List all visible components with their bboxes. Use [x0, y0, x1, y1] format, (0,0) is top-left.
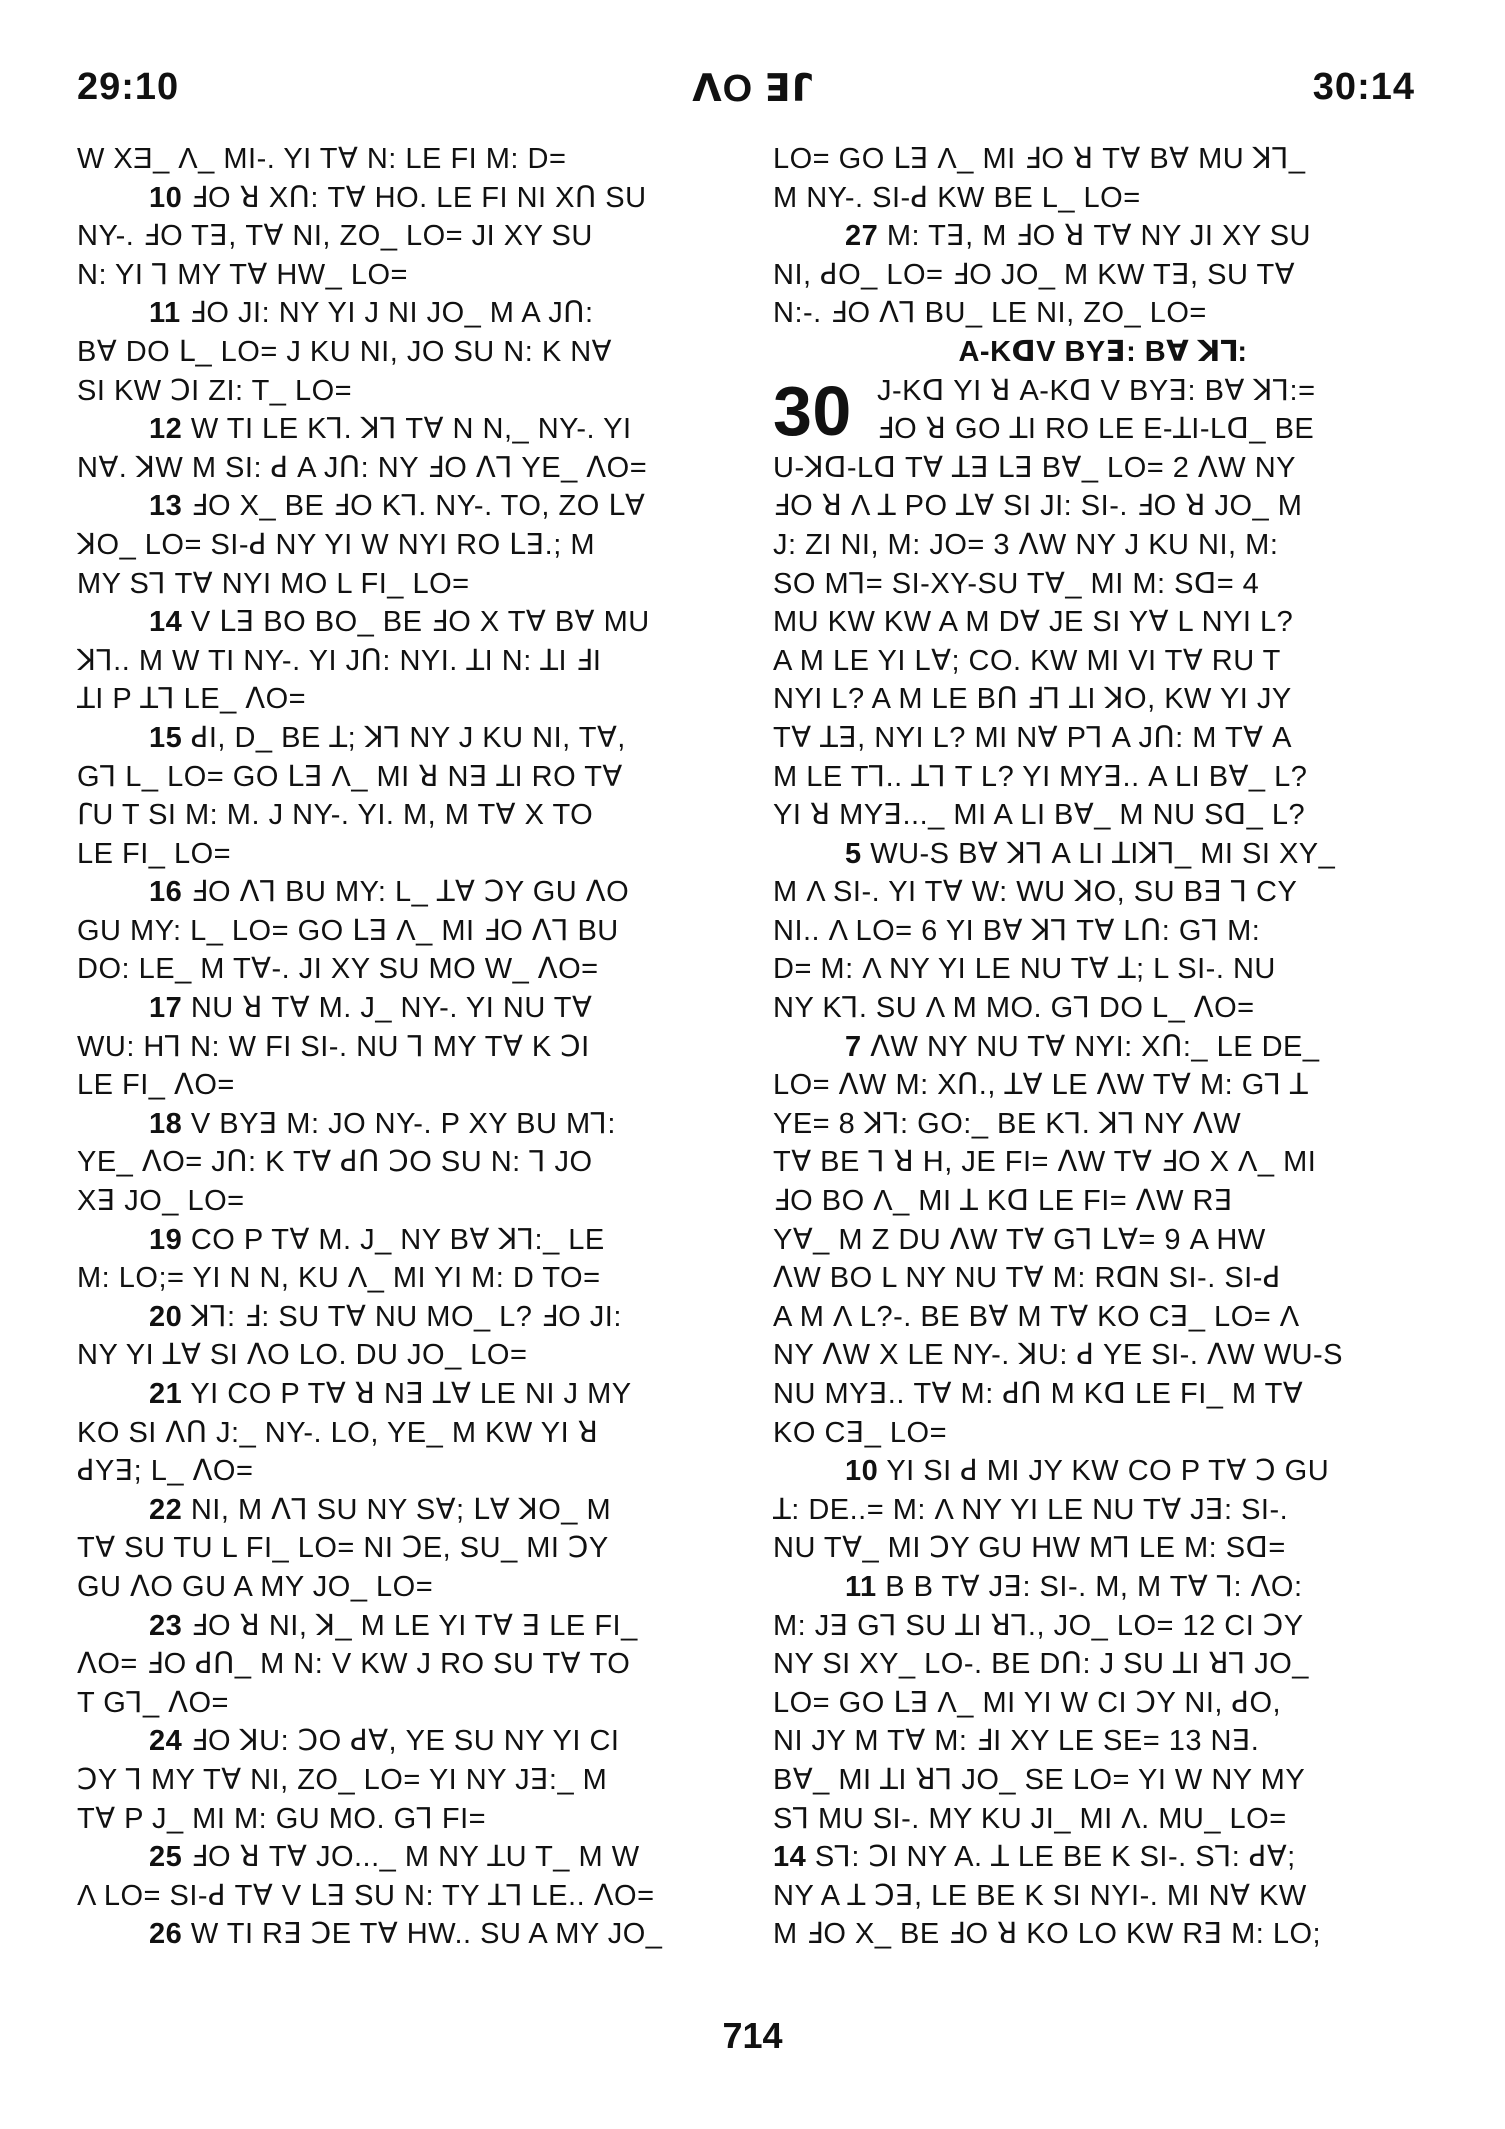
text-line [773, 835, 1433, 874]
text-line [773, 1645, 1433, 1684]
text-line [773, 758, 1433, 797]
line-text: ꓞO ꓘU: ꓛO ꓒꓯ, YE SU NY YI CI [190, 1725, 620, 1758]
line-text: ꓞO ꓤ XՈ: Tꓯ HO. LE FI NI XՈ SU [190, 181, 647, 214]
line-text: Bꓯ DO ꓡ_ LO= J KU NI, JO SU N: K Nꓯ [77, 335, 613, 368]
line-text: LE FI_ ꓥO= [77, 1069, 235, 1102]
line-text: A M Λ L?-. BE Bꓯ M Tꓯ KO Cꓱ_ LO= Λ [773, 1300, 1300, 1333]
text-line [773, 294, 1433, 333]
text-line [773, 1298, 1433, 1337]
verse-number: 10 [845, 1455, 879, 1488]
line-text: M: Tꓱ, M ꓞO ꓤ Tꓯ NY JI XY SU [886, 220, 1311, 253]
text-line [773, 1452, 1433, 1491]
text-line [773, 1491, 1433, 1530]
text-line [773, 950, 1433, 989]
text-line [773, 526, 1433, 565]
line-text: M: LO;= YI N N, KU Λ_ MI YI M: D TO= [77, 1262, 601, 1295]
verse-number: 15 [149, 721, 183, 754]
line-text: W TI Rꓱ ꓛE Tꓯ HW.. SU A MY JO_ [190, 1918, 663, 1951]
text-line [773, 796, 1433, 835]
text-line [77, 565, 737, 604]
verse-number: 12 [149, 413, 183, 446]
line-text: NI JY M Tꓯ M: ꓞI XY LE SE= 13 Nꓱ. [773, 1725, 1260, 1758]
text-line [77, 719, 737, 758]
verse-number: 10 [149, 181, 183, 214]
text-line [77, 140, 737, 179]
verse-number: 13 [149, 490, 183, 523]
line-text: NY Kꓶ. SU Λ M MO. Gꓶ DO L_ ꓥO= [773, 992, 1255, 1025]
text-line [77, 1066, 737, 1105]
chapter-second-line: ꓞO ꓤ GO ꓕI RO LE E-ꓕI-Lꓷ_ BE [877, 413, 1315, 446]
chapter-number: 30 [773, 371, 852, 450]
text-line [77, 950, 737, 989]
text-line [773, 1336, 1433, 1375]
line-text: Bꓯ_ MI ꓕI ꓤꓶ JO_ SE LO= YI W NY MY [773, 1763, 1306, 1796]
text-line [773, 719, 1433, 758]
line-text: NI, M ꓥꓶ SU NY Sꓯ; ꓡꓯ ꓘO_ M [190, 1493, 612, 1526]
line-text: ꓞO ꓤ NI, ꓘ_ M LE YI Tꓯ ꓱ LE FI_ [190, 1609, 638, 1642]
text-line [77, 449, 737, 488]
text-line [77, 1452, 737, 1491]
text-line [77, 835, 737, 874]
text-line [773, 565, 1433, 604]
text-line [773, 1568, 1433, 1607]
text-line [77, 1722, 737, 1761]
line-text: Tꓯ P J_ MI M: GU MO. Gꓶ FI= [77, 1802, 487, 1835]
text-line [773, 989, 1433, 1028]
text-line [77, 1761, 737, 1800]
line-text: W TI LE Kꓶ. ꓘꓶ Tꓯ N N,_ NY-. YI [190, 413, 632, 446]
text-line [77, 680, 737, 719]
text-line [77, 1529, 737, 1568]
right-text-column [773, 140, 1433, 1954]
line-text: DO: LE_ M Tꓯ-. JI XY SU MO W_ ꓥO= [77, 953, 599, 986]
chapter-first-line: J-Kꓷ YI ꓤ A-Kꓷ V BYꓱ: Bꓯ ꓘꓶ:= [877, 374, 1316, 407]
verse-number: 27 [845, 220, 879, 253]
text-line [773, 1259, 1433, 1298]
line-text: Tꓯ BE ꓶ ꓤ H, JE FI= ꓥW Tꓯ ꓞO X Λ_ MI [773, 1146, 1317, 1179]
text-line [773, 603, 1433, 642]
line-text: YI ꓤ MYꓱ..._ MI A LI Bꓯ_ M NU Sꓷ_ L? [773, 799, 1306, 832]
verse-number: 14 [773, 1841, 807, 1874]
text-line [773, 642, 1433, 681]
text-line [77, 1336, 737, 1375]
verse-number: 20 [149, 1300, 183, 1333]
line-text: GU MY: L_ LO= GO ꓡꓱ Λ_ MI ꓞO ꓥꓶ BU [77, 914, 619, 947]
text-line [773, 1066, 1433, 1105]
text-line [77, 1375, 737, 1414]
line-text: MU KW KW A M Dꓯ JE SI Yꓯ L NYI L? [773, 606, 1294, 639]
text-line [77, 1491, 737, 1530]
line-text: NU Tꓯ_ MI ꓛY GU HW Mꓶ LE M: Sꓷ= [773, 1532, 1286, 1565]
line-text: LE FI_ LO= [77, 837, 232, 870]
text-line [773, 179, 1433, 218]
line-text: GU ꓥO GU A MY JO_ LO= [77, 1570, 434, 1603]
header-chapter-verse-left: 29:10 [77, 66, 180, 108]
verse-number: 23 [149, 1609, 183, 1642]
text-line [77, 603, 737, 642]
line-text: LO= ꓥW M: XՈ., ꓕꓯ LE ꓥW Tꓯ M: Gꓶ ꓕ [773, 1069, 1309, 1102]
text-line [77, 294, 737, 333]
line-text: ꓕ: DE..= M: Λ NY YI LE NU Tꓯ Jꓱ: SI-. [773, 1493, 1289, 1526]
text-line [77, 1915, 737, 1954]
text-line [77, 873, 737, 912]
line-text: J: ZI NI, M: JO= 3 ꓥW NY J KU NI, M: [773, 528, 1279, 561]
text-line [77, 1182, 737, 1221]
line-text: ꓘꓶ.. M W TI NY-. YI JՈ: NYI. ꓕI N: ꓕI ꓞI [77, 644, 602, 677]
text-line [773, 680, 1433, 719]
line-text: ꓞO ꓥꓶ BU MY: L_ ꓕꓯ ꓛY GU ꓥO [190, 876, 630, 909]
text-line [77, 1298, 737, 1337]
line-text: ꓞO ꓤ Λ ꓕ PO ꓕꓯ SI JI: SI-. ꓞO ꓤ JO_ M [773, 490, 1303, 523]
text-line [773, 1684, 1433, 1723]
line-text: KO Cꓱ_ LO= [773, 1416, 948, 1449]
text-line [773, 1722, 1433, 1761]
line-text: Nꓯ. ꓘW M SI: ꓒ A JՈ: NY ꓞO ꓥꓶ YE_ ꓥO= [77, 451, 648, 484]
line-text: ꓥW NY NU Tꓯ NYI: XՈ:_ LE DE_ [870, 1030, 1320, 1063]
line-text: ꓘO_ LO= SI-ꓒ NY YI W NYI RO ꓡꓱ.; M [77, 528, 595, 561]
line-text: M LE Tꓶ.. ꓕꓶ T L? YI MYꓱ.. A LI Bꓯ_ L? [773, 760, 1308, 793]
verse-number: 14 [149, 606, 183, 639]
text-line [77, 1143, 737, 1182]
line-text: V BYꓱ M: JO NY-. P XY BU Mꓶ: [190, 1107, 616, 1140]
line-text: A M LE YI Lꓯ; CO. KW MI VI Tꓯ RU T [773, 644, 1281, 677]
line-text: YE_ ꓥO= JՈ: K Tꓯ ꓒՈ ꓛO SU N: ꓶ JO [77, 1146, 593, 1179]
text-line [773, 1838, 1433, 1877]
text-line [77, 1607, 737, 1646]
verse-number: 21 [149, 1378, 183, 1410]
verse-number: 11 [845, 1570, 877, 1603]
text-line [773, 1877, 1433, 1916]
text-line [773, 1761, 1433, 1800]
text-line [77, 372, 737, 411]
verse-number: 25 [149, 1841, 183, 1874]
line-text: SI KW ꓛI ZI: T_ LO= [77, 374, 353, 407]
text-line [773, 487, 1433, 526]
line-text: Xꓱ JO_ LO= [77, 1185, 245, 1218]
line-text: KO SI ꓥՈ J:_ NY-. LO, YE_ M KW YI ꓤ [77, 1416, 599, 1449]
text-line [77, 989, 737, 1028]
text-line [77, 796, 737, 835]
line-text: ꓘꓶ: ꓞ: SU Tꓯ NU MO_ L? ꓞO JI: [190, 1300, 622, 1333]
line-text: YE= 8 ꓘꓶ: GO:_ BE Kꓶ. ꓘꓶ NY ꓥW [773, 1107, 1242, 1140]
line-text: LO= GO ꓡꓱ Λ_ MI ꓞO ꓤ Tꓯ Bꓯ MU ꓘꓶ_ [773, 143, 1306, 175]
chapter-heading: A-KꓷV BYꓱ: Bꓯ ꓘꓶ: [958, 335, 1248, 368]
line-text: NY YI ꓕꓯ SI ꓥO LO. DU JO_ LO= [77, 1339, 528, 1372]
line-text: NY A ꓕ ꓛꓱ, LE BE K SI NYI-. MI Nꓯ KW [773, 1879, 1307, 1912]
line-text: NY ꓥW X LE NY-. ꓘU: ꓒ YE SI-. ꓥW WU-S [773, 1339, 1344, 1372]
verse-number: 26 [149, 1918, 183, 1951]
verse-number: 22 [149, 1493, 183, 1526]
line-text: Sꓶ MU SI-. MY KU JI_ MI Λ. MU_ LO= [773, 1802, 1287, 1835]
line-text: M: Jꓱ Gꓶ SU ꓕI ꓤꓶ., JO_ LO= 12 CI ꓛY [773, 1609, 1304, 1642]
line-text: MY Sꓶ Tꓯ NYI MO L FI_ LO= [77, 567, 470, 600]
line-text: NU MYꓱ.. Tꓯ M: ꓒՈ M Kꓷ LE FI_ M Tꓯ [773, 1378, 1304, 1410]
line-text: YI SI ꓒ MI JY KW CO P Tꓯ ꓛ GU [886, 1455, 1330, 1488]
text-line [77, 256, 737, 295]
text-line [77, 758, 737, 797]
line-text: U-ꓘꓷ-Lꓷ Tꓯ ꓕꓱ ꓡꓱ Bꓯ_ LO= 2 ꓥW NY [773, 451, 1296, 484]
line-text: M ꓞO X_ BE ꓞO ꓤ KO LO KW Rꓱ M: LO; [773, 1918, 1322, 1951]
line-text: NI.. Λ LO= 6 YI Bꓯ ꓘꓶ Tꓯ LՈ: Gꓶ M: [773, 914, 1261, 947]
verse-number: 7 [845, 1030, 862, 1063]
text-line [773, 449, 1433, 488]
text-line [77, 1877, 737, 1916]
text-line [773, 1028, 1433, 1067]
text-line [77, 217, 737, 256]
line-text: ꓞO X_ BE ꓞO Kꓶ. NY-. TO, ZO ꓡꓯ [190, 490, 646, 523]
text-line [77, 526, 737, 565]
text-line [77, 179, 737, 218]
text-line [77, 642, 737, 681]
line-text: NI, ꓒO_ LO= ꓞO JO_ M KW Tꓱ, SU Tꓯ [773, 258, 1296, 291]
text-line [773, 873, 1433, 912]
text-line [773, 1800, 1433, 1839]
line-text: NYI L? A M LE BՈ ꓞꓶ ꓕI ꓘO, KW YI JY [773, 683, 1292, 716]
text-line [77, 1684, 737, 1723]
line-text: D= M: Λ NY YI LE NU Tꓯ ꓕ; L SI-. NU [773, 953, 1276, 986]
line-text: ꓞO ꓤ Tꓯ JO..._ M NY ꓕU T_ M W [190, 1841, 640, 1874]
line-text: WU-S Bꓯ ꓘꓶ A LI ꓕIꓘꓶ_ MI SI XY_ [870, 837, 1336, 870]
text-line [773, 256, 1433, 295]
line-text: ꓞO BO Λ_ MI ꓕ Kꓷ LE FI= ꓥW Rꓱ [773, 1185, 1233, 1218]
text-line [77, 410, 737, 449]
line-text: WU: Hꓶ N: W FI SI-. NU ꓶ MY Tꓯ K ꓛI [77, 1030, 590, 1063]
text-line [77, 1568, 737, 1607]
left-text-column [77, 140, 737, 1954]
text-line [77, 1028, 737, 1067]
line-text: M Λ SI-. YI Tꓯ W: WU ꓘO, SU Bꓱ ꓶ CY [773, 876, 1298, 909]
line-text: N: YI ꓶ MY Tꓯ HW_ LO= [77, 258, 408, 291]
verse-number: 19 [149, 1223, 183, 1256]
line-text: Tꓯ ꓕꓱ, NYI L? MI Nꓯ Pꓶ A JՈ: M Tꓯ A [773, 721, 1292, 754]
text-line [77, 1105, 737, 1144]
line-text: SO Mꓶ= SI-XY-SU Tꓯ_ MI M: Sꓷ= 4 [773, 567, 1260, 600]
line-text: Tꓯ SU TU L FI_ LO= NI ꓛE, SU_ MI ꓛY [77, 1532, 609, 1565]
text-line [77, 1800, 737, 1839]
text-line [77, 1259, 737, 1298]
verse-number: 24 [149, 1725, 183, 1758]
text-line [77, 1414, 737, 1453]
line-text: ꓛY ꓶ MY Tꓯ NI, ZO_ LO= YI NY Jꓱ:_ M [77, 1763, 608, 1796]
text-line [773, 912, 1433, 951]
line-text: ꓒI, D_ BE ꓕ; ꓘꓶ NY J KU NI, Tꓯ, [190, 721, 626, 754]
line-text: ꓕI P ꓕꓶ LE_ ꓥO= [77, 683, 307, 716]
text-line [773, 1414, 1433, 1453]
line-text: CO P Tꓯ M. J_ NY Bꓯ ꓘꓶ:_ LE [190, 1223, 605, 1256]
line-text: Sꓶ: ꓛI NY A. ꓕ LE BE K SI-. Sꓶ: ꓒꓯ; [814, 1841, 1296, 1874]
text-line [77, 912, 737, 951]
text-line [773, 1221, 1433, 1260]
line-text: ꓒYꓱ; L_ ꓥO= [77, 1455, 254, 1488]
line-text: Yꓯ_ M Z DU ꓥW Tꓯ Gꓶ ꓡꓯ= 9 A HW [773, 1223, 1266, 1256]
verse-number: 5 [845, 837, 862, 870]
line-text: Gꓶ L_ LO= GO ꓡꓱ Λ_ MI ꓤ Nꓱ ꓕI RO Tꓯ [77, 760, 623, 793]
line-text: ꓩU T SI M: M. J NY-. YI. M, M Tꓯ X TO [77, 799, 594, 832]
text-line [77, 333, 737, 372]
text-line [77, 1838, 737, 1877]
line-text: NY SI XY_ LO-. BE DՈ: J SU ꓕI ꓤꓶ JO_ [773, 1648, 1309, 1681]
text-line [773, 1375, 1433, 1414]
line-text: LO= GO ꓡꓱ Λ_ MI YI W CI ꓛY NI, ꓒO, [773, 1686, 1282, 1719]
line-text: T Gꓶ_ ꓥO= [77, 1686, 229, 1719]
line-text: NU ꓤ Tꓯ M. J_ NY-. YI NU Tꓯ [190, 992, 593, 1025]
line-text: NY-. ꓞO Tꓱ, Tꓯ NI, ZO_ LO= JI XY SU [77, 220, 593, 253]
line-text: ꓥO= ꓞO ꓒՈ_ M N: V KW J RO SU Tꓯ TO [77, 1648, 631, 1681]
line-text: B B Tꓯ Jꓱ: SI-. M, M Tꓯ ꓶ: ꓥO: [885, 1570, 1303, 1603]
text-line [77, 1645, 737, 1684]
line-text: Λ LO= SI-ꓒ Tꓯ V ꓡꓱ SU N: TY ꓕꓶ LE.. ꓥO= [77, 1879, 655, 1912]
header-chapter-verse-right: 30:14 [1312, 66, 1415, 108]
line-text: YI CO P Tꓯ ꓤ Nꓱ ꓕꓯ LE NI J MY [190, 1378, 632, 1410]
line-text: V ꓡꓱ BO BO_ BE ꓞO X Tꓯ Bꓯ MU [190, 606, 650, 639]
text-line [77, 1221, 737, 1260]
line-text: W XƎ_ Λ_ MI-. YI Tꓯ N: LE FI M: D= [77, 143, 567, 175]
text-line [77, 487, 737, 526]
text-line [773, 1607, 1433, 1646]
text-line [773, 217, 1433, 256]
page-number: 714 [722, 2015, 783, 2056]
line-text: M NY-. SI-ꓒ KW BE L_ LO= [773, 181, 1141, 214]
text-line [773, 140, 1433, 179]
right-column-top-text [773, 140, 1433, 333]
line-text: N:-. ꓞO ꓥꓶ BU_ LE NI, ZO_ LO= [773, 297, 1207, 330]
text-line [773, 1143, 1433, 1182]
verse-number: 11 [149, 297, 181, 330]
chapter-opening [773, 372, 1433, 449]
right-column-body-text [773, 449, 1433, 1954]
line-text: ꓥW BO L NY NU Tꓯ M: RꓷN SI-. SI-ꓒ [773, 1262, 1281, 1295]
text-line [773, 1182, 1433, 1221]
verse-number: 18 [149, 1107, 183, 1140]
verse-number: 17 [149, 992, 183, 1025]
text-line [773, 1105, 1433, 1144]
header-book-title: ꓥO ꓱꓩ [692, 68, 813, 110]
line-text: ꓞO JI: NY YI J NI JO_ M A JՈ: [189, 297, 594, 330]
verse-number: 16 [149, 876, 183, 909]
text-line [773, 1915, 1433, 1954]
text-line [773, 1529, 1433, 1568]
